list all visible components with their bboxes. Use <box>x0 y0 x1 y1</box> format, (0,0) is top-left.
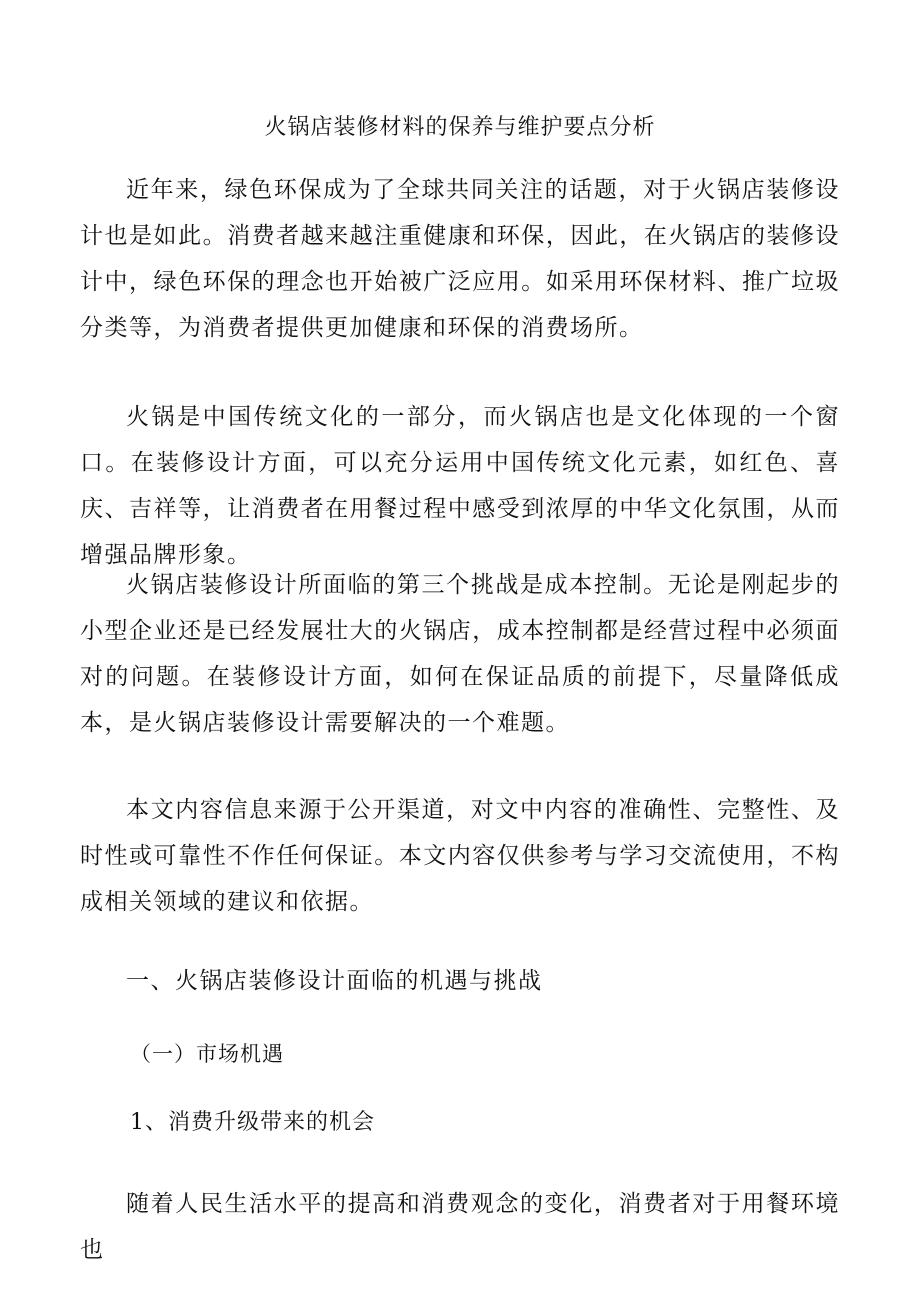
paragraph-consumption-upgrade: 随着人民生活水平的提高和消费观念的变化，消费者对于用餐环境也 <box>80 1191 840 1263</box>
document-title: 火锅店装修材料的保养与维护要点分析 <box>264 115 656 140</box>
paragraph-green-environment: 近年来，绿色环保成为了全球共同关注的话题，对于火锅店装修设计也是如此。消费者越来越注重健康和环保，因此，在火锅店的装修设计中，绿色环保的理念也开始被广泛应用。如采用环保材料、推广垃圾分类等，为消费者提供更加健康和环保的消费场所。 <box>80 177 840 341</box>
paragraph-traditional-culture: 火锅是中国传统文化的一部分，而火锅店也是文化体现的一个窗口。在装修设计方面，可以充分运用中国传统文化元素，如红色、喜庆、吉祥等，让消费者在用餐过程中感受到浓厚的中华文化氛围，从而增强品牌形象。 <box>80 404 840 568</box>
paragraph-disclaimer: 本文内容信息来源于公开渠道，对文中内容的准确性、完整性、及时性或可靠性不作任何保证。本文内容仅供参考与学习交流使用，不构成相关领域的建议和依据。 <box>80 797 840 915</box>
section-heading: 一、火锅店装修设计面临的机遇与挑战 <box>126 968 543 994</box>
item-heading: 1、消费升级带来的机会 <box>130 1110 375 1135</box>
subsection-heading: （一）市场机遇 <box>130 1042 284 1066</box>
paragraph-cost-control: 火锅店装修设计所面临的第三个挑战是成本控制。无论是刚起步的小型企业还是已经发展壮大的火锅店，成本控制都是经营过程中必须面对的问题。在装修设计方面，如何在保证品质的前提下，尽量降低成本，是火锅店装修设计需要解决的一个难题。 <box>80 572 840 736</box>
